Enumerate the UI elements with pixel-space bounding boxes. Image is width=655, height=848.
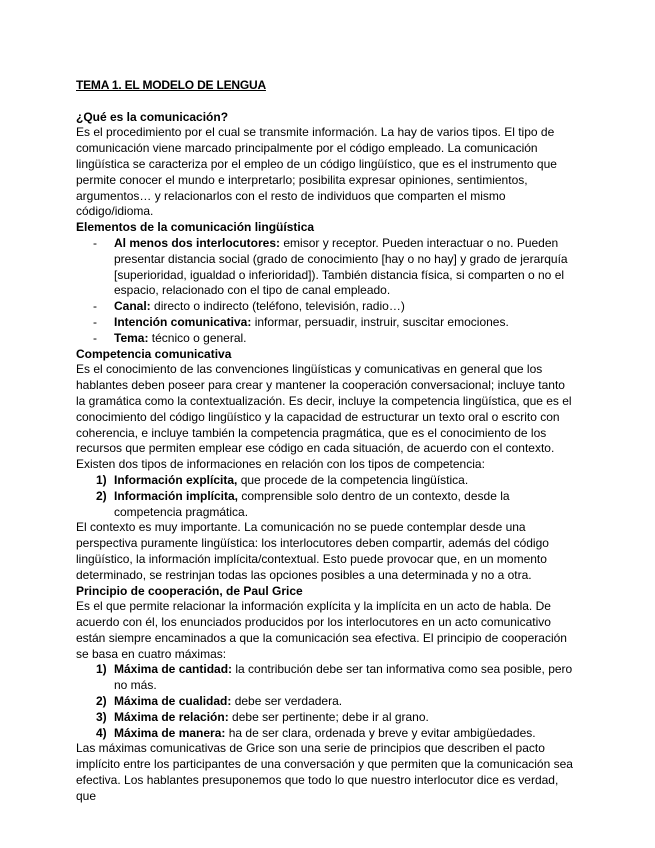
list-item-term: Máxima de cantidad: — [114, 662, 233, 677]
list-item-text: debe ser verdadera. — [231, 694, 343, 709]
list-item — [76, 662, 576, 694]
paragraph-grice-2: Las máximas comunicativas de Grice son una serie de principios que describen el pacto implícito entre los participantes de una conversación y que permiten que la comunicación sea efectiva. Los hablantes presuponemos que todo lo que nuestro interlocutor dice es verdad, que — [76, 741, 573, 803]
list-item-text: informar, persuadir, instruir, suscitar emociones. — [251, 314, 509, 329]
list-item — [76, 726, 576, 742]
section-heading-comunicacion: ¿Qué es la comunicación? — [76, 109, 229, 124]
list-item-text: la contribución debe ser tan informativa como sea posible, pero no más. — [114, 662, 573, 693]
paragraph-competencia-2: El contexto es muy importante. La comunicación no se puede contemplar desde una perspectiva puramente lingüística: los interlocutores deben compartir, además del código lingüístico, la información implícita/contextual. Esto puede provocar que, en un momento determinado, se restrinjan todas las opciones posibles a una determinada y no a otra. — [76, 520, 549, 582]
list-item — [76, 694, 576, 710]
list-item-number: 4) — [96, 725, 107, 740]
list-item — [76, 299, 576, 315]
list-item — [76, 315, 576, 331]
document-title: TEMA 1. EL MODELO DE LENGUA — [76, 78, 266, 92]
list-item-text: comprensible solo dentro de un contexto, desde la competencia pragmática. — [114, 488, 510, 519]
list-item-number: 3) — [96, 709, 107, 724]
list-item-text: directo o indirecto (teléfono, televisión, radio…) — [150, 299, 405, 314]
list-item-term: Al menos dos interlocutores: — [114, 235, 281, 250]
list-item — [76, 236, 576, 299]
list-item-text: ha de ser clara, ordenada y breve y evitar ambigüedades. — [225, 725, 536, 740]
paragraph-grice-1: Es el que permite relacionar la información explícita y la implícita en un acto de habla. De acuerdo con él, los enunciados producidos por los interlocutores en un acto comunicativo están siempre encaminados a que la comunicación sea efectiva. El principio de cooperación se basa en cuatro máximas: — [76, 599, 567, 661]
list-item-term: Máxima de relación: — [114, 709, 229, 724]
list-item-number: 1) — [96, 662, 107, 677]
maximas-list — [76, 662, 576, 741]
list-item-term: Intención comunicativa: — [114, 314, 252, 329]
section-heading-competencia: Competencia comunicativa — [76, 346, 232, 361]
list-item — [76, 473, 576, 489]
list-item-term: Tema: — [114, 330, 149, 345]
list-item-number: 2) — [96, 488, 107, 503]
section-heading-elementos: Elementos de la comunicación lingüística — [76, 220, 315, 235]
list-item-text: emisor y receptor. Pueden interactuar o no. Pueden presentar distancia social (grado de conocimiento [hay o no hay] y grado de jerarquía [superioridad, igualdad o inferioridad]). También distancia física, si comparten o no el espacio, relacionado con el tipo de canal empleado. — [114, 235, 568, 298]
list-item-term: Canal: — [114, 299, 151, 314]
document-page — [76, 78, 576, 805]
list-item-number: 1) — [96, 472, 107, 487]
list-item-term: Máxima de cualidad: — [114, 694, 232, 709]
list-item-term: Información implícita, — [114, 488, 239, 503]
list-item-text: debe ser pertinente; debe ir al grano. — [228, 709, 429, 724]
list-item-text: que procede de la competencia lingüística. — [237, 472, 469, 487]
list-item — [76, 710, 576, 726]
list-item-term: Información explícita, — [114, 472, 238, 487]
section-heading-grice: Principio de cooperación, de Paul Grice — [76, 583, 303, 598]
elementos-list — [76, 236, 576, 347]
paragraph-competencia-1: Es el conocimiento de las convenciones lingüísticas y comunicativas en general que los hablantes deben poseer para crear y mantener la cooperación conversacional; incluye tanto la gramática como la contextualización. Es decir, incluye la competencia lingüística, que es el conocimiento del código lingüístico y la capacidad de estructurar un texto oral o escrito con coherencia, e incluye también la competencia pragmática, que es el conocimiento de los recursos que permiten emplear ese código en cada situación, de acuerdo con el contexto. Existen dos tipos de informaciones en relación con los tipos de competencia: — [76, 362, 572, 472]
list-item — [76, 331, 576, 347]
competencia-list — [76, 473, 576, 520]
list-item-term: Máxima de manera: — [114, 725, 226, 740]
list-item-number: 2) — [96, 694, 107, 709]
list-item-text: técnico o general. — [148, 330, 247, 345]
list-item — [76, 489, 576, 521]
paragraph-comunicacion: Es el procedimiento por el cual se transmite información. La hay de varios tipos. El tipo de comunicación viene marcado principalmente por el código empleado. La comunicación lingüística se caracteriza por el empleo de un código lingüístico, que es el instrumento que permite conocer el mundo e interpretarlo; posibilita expresar opiniones, sentimientos, argumentos… y relacionarlos con el resto de individuos que comparten el mismo código/idioma. — [76, 125, 557, 219]
